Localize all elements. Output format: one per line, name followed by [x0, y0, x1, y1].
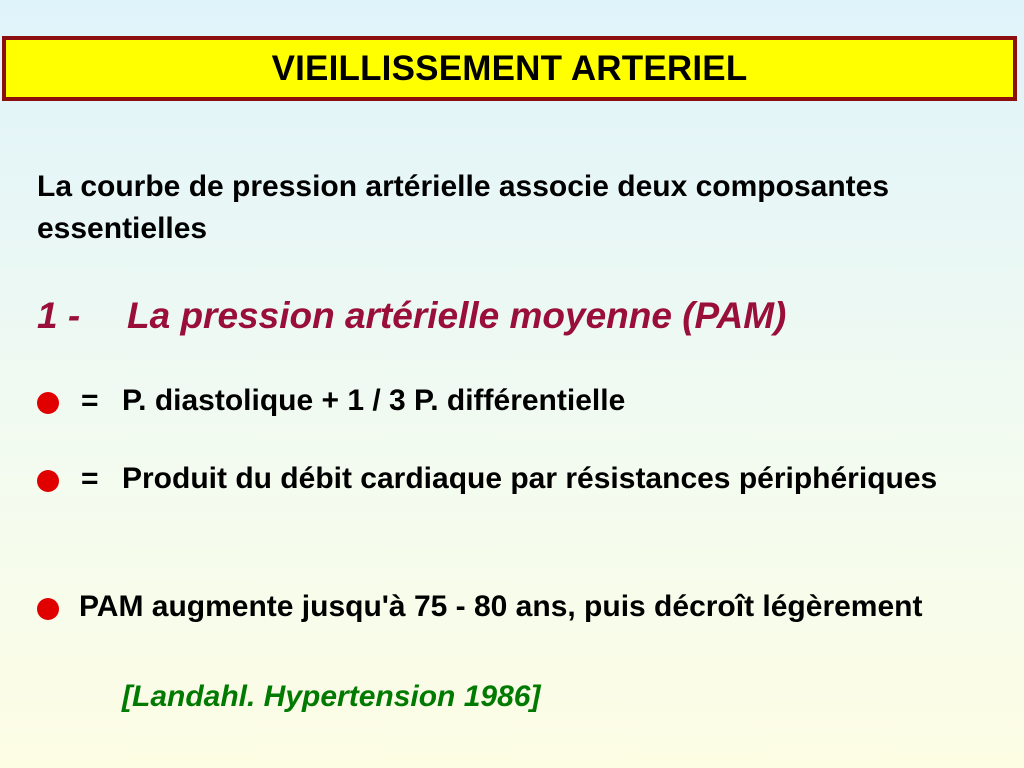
bullet-text: PAM augmente jusqu'à 75 - 80 ans, puis décroît légèrement: [79, 590, 923, 623]
section-heading: [37, 292, 1007, 340]
bullet-prefix: =: [81, 384, 99, 417]
heading-text: La pression artérielle moyenne (PAM): [127, 295, 787, 336]
bullet-text: Produit du débit cardiaque par résistances périphériques: [122, 462, 938, 495]
bullet-dot-icon: [37, 392, 59, 414]
intro-text: La courbe de pression artérielle associe deux composantes essentielles: [37, 170, 889, 245]
bullet-text: P. diastolique + 1 / 3 P. différentielle: [122, 384, 626, 417]
bullet-prefix: =: [81, 462, 99, 495]
bullet-dot-icon: [37, 470, 59, 492]
slide-title-box: [2, 36, 1017, 101]
bullet-dot-icon: [37, 598, 59, 620]
reference-citation: [Landahl. Hypertension 1986]: [122, 680, 541, 713]
slide-title: VIEILLISSEMENT ARTERIEL: [271, 48, 748, 88]
heading-number: 1 -: [37, 295, 81, 336]
